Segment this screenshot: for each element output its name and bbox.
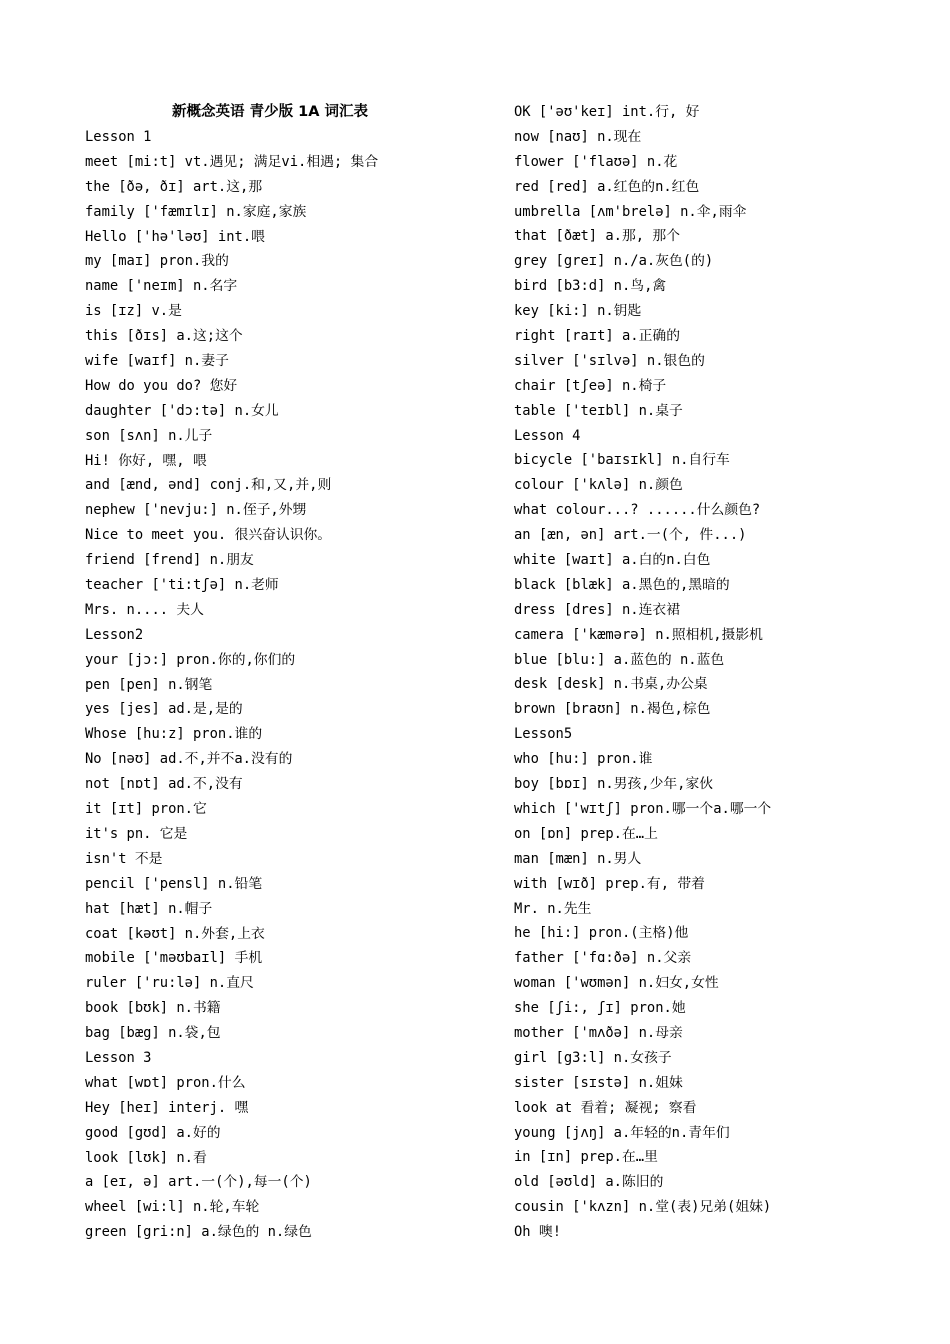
vocab-entry: which ['wɪtʃ] pron.哪一个a.哪一个 bbox=[514, 800, 772, 817]
page-title: 新概念英语 青少版 1A 词汇表 bbox=[172, 104, 368, 120]
vocab-entry: an [æn, ən] art.一(个, 件...) bbox=[514, 527, 747, 544]
vocab-entry: meet [mi:t] vt.遇见; 满足vi.相遇; 集合 bbox=[85, 153, 379, 170]
vocab-entry: right [raɪt] a.正确的 bbox=[514, 328, 680, 345]
vocab-entry: he [hi:] pron.(主格)他 bbox=[514, 925, 689, 942]
vocab-entry: grey [greɪ] n./a.灰色(的) bbox=[514, 253, 714, 270]
vocab-entry: ruler ['ru:lə] n.直尺 bbox=[85, 975, 254, 992]
vocab-entry: daughter ['dɔ:tə] n.女儿 bbox=[85, 402, 279, 419]
vocab-entry: boy [bɒɪ] n.男孩,少年,家伙 bbox=[514, 776, 714, 793]
vocab-entry: bicycle ['baɪsɪkl] n.自行车 bbox=[514, 452, 730, 469]
vocab-entry: wheel [wi:l] n.轮,车轮 bbox=[85, 1199, 260, 1216]
vocab-entry: mother ['mʌðə] n.母亲 bbox=[514, 1024, 683, 1041]
vocab-entry: a [eɪ, ə] art.一(个),每一(个) bbox=[85, 1174, 312, 1191]
vocab-entry: Mr. n.先生 bbox=[514, 900, 592, 917]
vocab-entry: umbrella [ʌm'brelə] n.伞,雨伞 bbox=[514, 203, 747, 220]
vocab-entry: bird [b3:d] n.鸟,禽 bbox=[514, 278, 667, 295]
vocab-entry: is [ɪz] v.是 bbox=[85, 303, 182, 320]
vocab-entry: father ['fɑ:ðə] n.父亲 bbox=[514, 950, 692, 967]
vocab-entry: OK ['əʊ'keɪ] int.行, 好 bbox=[514, 104, 700, 120]
vocab-entry: look [lʊk] n.看 bbox=[85, 1149, 207, 1166]
vocab-entry: Whose [hu:z] pron.谁的 bbox=[85, 726, 263, 743]
vocab-entry: table ['teɪbl] n.桌子 bbox=[514, 402, 683, 419]
vocab-entry: Lesson 4 bbox=[514, 427, 581, 444]
vocab-entry: now [naʊ] n.现在 bbox=[514, 128, 642, 145]
vocab-entry: cousin ['kʌzn] n.堂(表)兄弟(姐妹) bbox=[514, 1199, 772, 1216]
vocab-column-left bbox=[85, 125, 505, 1245]
vocab-entry: coat [kəʊt] n.外套,上衣 bbox=[85, 925, 265, 942]
vocab-entry: your [jɔ:] pron.你的,你们的 bbox=[85, 651, 296, 668]
vocab-column-right bbox=[514, 100, 934, 1245]
vocab-entry: Hello ['hə'ləʊ] int.喂 bbox=[85, 228, 265, 245]
vocab-entry: isn't 不是 bbox=[85, 850, 163, 867]
vocab-entry: Lesson2 bbox=[85, 626, 144, 643]
vocab-entry: nephew ['nevju:] n.侄子,外甥 bbox=[85, 502, 307, 519]
vocab-entry: this [ðɪs] a.这;这个 bbox=[85, 328, 243, 345]
vocab-entry: bag [bæg] n.袋,包 bbox=[85, 1025, 221, 1042]
vocab-entry: pen [pen] n.钢笔 bbox=[85, 676, 213, 693]
vocab-entry: Hi! 你好, 嘿, 喂 bbox=[85, 452, 207, 469]
vocab-entry: No [nəʊ] ad.不,并不a.没有的 bbox=[85, 751, 293, 768]
vocab-entry: young [jʌŋ] a.年轻的n.青年们 bbox=[514, 1124, 730, 1141]
vocab-entry: wife [waɪf] n.妻子 bbox=[85, 353, 229, 370]
vocab-entry: How do you do? 您好 bbox=[85, 377, 238, 394]
vocab-entry: friend [frend] n.朋友 bbox=[85, 552, 254, 569]
vocab-entry: my [maɪ] pron.我的 bbox=[85, 253, 229, 270]
vocab-entry: Oh 噢! bbox=[514, 1224, 562, 1241]
vocab-entry: Nice to meet you. 很兴奋认识你。 bbox=[85, 527, 332, 544]
vocab-entry: she [ʃi:, ʃɪ] pron.她 bbox=[514, 1000, 686, 1017]
vocab-entry: what colour...? ......什么颜色? bbox=[514, 502, 761, 519]
vocab-entry: Lesson 1 bbox=[85, 129, 152, 145]
vocab-entry: good [gʊd] a.好的 bbox=[85, 1124, 221, 1141]
vocab-entry: on [ɒn] prep.在…上 bbox=[514, 825, 658, 842]
vocab-entry: dress [dres] n.连衣裙 bbox=[514, 601, 680, 618]
vocab-entry: what [wɒt] pron.什么 bbox=[85, 1074, 246, 1091]
vocab-entry: son [sʌn] n.儿子 bbox=[85, 427, 213, 444]
vocab-entry: blue [blu:] a.蓝色的 n.蓝色 bbox=[514, 651, 725, 668]
vocab-entry: woman ['wʊmən] n.妇女,女性 bbox=[514, 975, 719, 992]
vocab-entry: green [gri:n] a.绿色的 n.绿色 bbox=[85, 1224, 312, 1241]
vocab-entry: who [hu:] pron.谁 bbox=[514, 751, 653, 768]
vocab-entry: flower ['flaʊə] n.花 bbox=[514, 153, 678, 170]
vocab-entry: with [wɪð] prep.有, 带着 bbox=[514, 875, 705, 892]
vocab-entry: sister [sɪstə] n.姐妹 bbox=[514, 1074, 683, 1091]
vocab-entry: red [red] a.红色的n.红色 bbox=[514, 178, 700, 195]
vocab-entry: in [ɪn] prep.在…里 bbox=[514, 1149, 658, 1166]
vocab-entry: Lesson 3 bbox=[85, 1049, 152, 1066]
vocab-entry: teacher ['ti:tʃə] n.老师 bbox=[85, 577, 279, 594]
vocab-entry: silver ['sɪlvə] n.银色的 bbox=[514, 352, 705, 369]
vocab-entry: and [ænd, ənd] conj.和,又,并,则 bbox=[85, 477, 332, 494]
vocab-entry: pencil ['pensl] n.铅笔 bbox=[85, 875, 263, 892]
vocab-entry: the [ðə, ðɪ] art.这,那 bbox=[85, 178, 263, 195]
vocab-entry: key [ki:] n.钥匙 bbox=[514, 303, 642, 320]
vocab-entry: family ['fæmɪlɪ] n.家庭,家族 bbox=[85, 203, 307, 220]
vocab-entry: Mrs. n.... 夫人 bbox=[85, 601, 204, 618]
vocab-entry: it's pn. 它是 bbox=[85, 825, 188, 842]
vocab-entry: book [bʊk] n.书籍 bbox=[85, 1000, 221, 1017]
vocab-entry: not [nɒt] ad.不,没有 bbox=[85, 776, 243, 793]
vocab-entry: white [waɪt] a.白的n.白色 bbox=[514, 552, 711, 569]
vocab-entry: camera ['kæmərə] n.照相机,摄影机 bbox=[514, 626, 763, 643]
vocab-entry: chair [tʃeə] n.椅子 bbox=[514, 377, 667, 394]
vocab-entry: old [əʊld] a.陈旧的 bbox=[514, 1174, 664, 1191]
vocab-entry: brown [braʊn] n.褐色,棕色 bbox=[514, 701, 711, 718]
vocab-entry: name ['neɪm] n.名字 bbox=[85, 278, 238, 295]
vocab-entry: it [ɪt] pron.它 bbox=[85, 801, 207, 818]
vocab-entry: mobile ['məʊbaɪl] 手机 bbox=[85, 950, 263, 967]
vocab-entry: desk [desk] n.书桌,办公桌 bbox=[514, 676, 708, 693]
vocab-entry: black [blæk] a.黑色的,黑暗的 bbox=[514, 576, 730, 593]
vocab-entry: colour ['kʌlə] n.颜色 bbox=[514, 477, 683, 494]
vocab-entry: man [mæn] n.男人 bbox=[514, 850, 642, 867]
vocab-entry: that [ðæt] a.那, 那个 bbox=[514, 228, 680, 245]
vocab-entry: Lesson5 bbox=[514, 726, 573, 743]
vocab-entry: yes [jes] ad.是,是的 bbox=[85, 701, 243, 718]
vocab-entry: girl [g3:l] n.女孩子 bbox=[514, 1049, 672, 1066]
vocab-entry: hat [hæt] n.帽子 bbox=[85, 900, 213, 917]
vocab-entry: look at 看着; 凝视; 察看 bbox=[514, 1099, 697, 1116]
vocab-entry: Hey [heɪ] interj. 嘿 bbox=[85, 1099, 249, 1116]
